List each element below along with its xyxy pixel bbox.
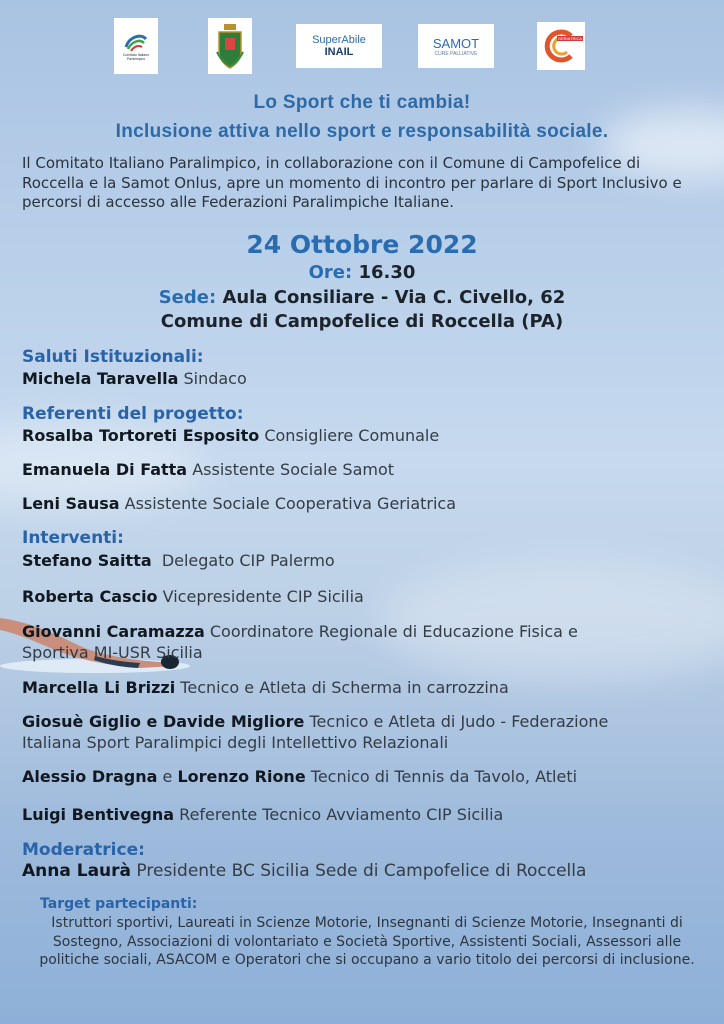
venue-label: Sede: bbox=[158, 287, 217, 308]
person-role: Coordinatore Regionale di Educazione Fisica e Sportiva MI-USR Sicilia bbox=[22, 622, 578, 662]
section-saluti: Saluti Istituzionali: bbox=[22, 347, 204, 367]
person-row bbox=[22, 459, 712, 480]
person-row bbox=[22, 586, 712, 607]
person-name: Roberta Cascio bbox=[22, 587, 158, 606]
person-row bbox=[22, 493, 712, 514]
person-name: Stefano Saitta bbox=[22, 551, 152, 570]
person-row bbox=[22, 621, 642, 663]
samot-text: SAMOT bbox=[432, 35, 480, 51]
superabile-inail-logo bbox=[296, 24, 382, 68]
person-role: Vicepresidente CIP Sicilia bbox=[157, 587, 364, 606]
person-name: Marcella Li Brizzi bbox=[22, 678, 176, 697]
person-name: Emanuela Di Fatta bbox=[22, 460, 188, 479]
person-role: Referente Tecnico Avviamento CIP Sicilia bbox=[174, 805, 504, 824]
section-interventi: Interventi: bbox=[22, 528, 124, 548]
inail-text: INAIL bbox=[324, 46, 354, 58]
person-role: Presidente BC Sicilia Sede di Campofelice di Roccella bbox=[131, 861, 587, 881]
event-venue bbox=[0, 287, 724, 308]
target-text: Istruttori sportivi, Laureati in Scienze Motorie, Insegnanti di Scienze Motorie, Insegnanti di Sostegno, Associazioni di volontariato e Società Sportive, Assistenti Sociali, Assessori alle politiche sociali, ASACOM e Operatori che si occupano a vario titolo dei percorsi di inclusione. bbox=[39, 915, 695, 968]
person-row bbox=[22, 766, 712, 787]
person-row bbox=[22, 677, 712, 698]
cip-logo-text: Comitato Italiano Paralimpico bbox=[122, 53, 150, 61]
geriatrica-text: GERIATRICA bbox=[557, 36, 582, 41]
person-name: Alessio Dragna bbox=[22, 767, 158, 786]
intro-paragraph: Il Comitato Italiano Paralimpico, in collaborazione con il Comune di Campofelice di Roccella e la Samot Onlus, apre un momento di incontro per parlare di Sport Inclusivo e percorsi di accesso alle Federazioni Paralimpiche Italiane. bbox=[22, 154, 682, 211]
person-role: Tecnico e Atleta di Scherma in carrozzina bbox=[175, 678, 509, 697]
person-role: Consigliere Comunale bbox=[259, 426, 440, 445]
person-role: Assistente Sociale Cooperativa Geriatrica bbox=[119, 494, 457, 513]
samot-subtext: CURE PALLIATIVE bbox=[434, 50, 478, 57]
title-line-2: Inclusione attiva nello sport e responsabilità sociale. bbox=[115, 121, 609, 142]
title-line-1: Lo Sport che ti cambia! bbox=[253, 92, 471, 113]
person-role: Sindaco bbox=[178, 369, 247, 388]
event-time bbox=[0, 262, 724, 283]
person-role: Tecnico e Atleta di Judo - Federazione Italiana Sport Paralimpici degli Intellettivo Relazionali bbox=[22, 712, 609, 752]
person-connector: e bbox=[157, 767, 178, 786]
time-value: 16.30 bbox=[358, 262, 416, 283]
person-role: Tecnico di Tennis da Tavolo, Atleti bbox=[305, 767, 578, 786]
samot-logo bbox=[418, 24, 494, 68]
venue-value: Aula Consiliare - Via C. Civello, 62 bbox=[222, 287, 566, 308]
geriatrica-c-icon bbox=[543, 28, 579, 64]
person-row bbox=[22, 711, 672, 753]
crest-icon bbox=[215, 22, 245, 70]
person-name: Giosuè Giglio e Davide Migliore bbox=[22, 712, 305, 731]
person-name: Leni Sausa bbox=[22, 494, 120, 513]
person-name: Giovanni Caramazza bbox=[22, 622, 205, 641]
person-row bbox=[22, 804, 712, 825]
person-row bbox=[22, 550, 712, 571]
section-referenti: Referenti del progetto: bbox=[22, 404, 244, 424]
person-name-2: Lorenzo Rione bbox=[177, 767, 306, 786]
person-row bbox=[22, 861, 712, 882]
time-label: Ore: bbox=[308, 262, 353, 283]
person-name: Michela Taravella bbox=[22, 369, 179, 388]
person-name: Luigi Bentivegna bbox=[22, 805, 175, 824]
event-city: Comune di Campofelice di Roccella (PA) bbox=[160, 311, 564, 332]
person-name: Anna Laurà bbox=[22, 861, 132, 881]
person-row bbox=[22, 425, 712, 446]
comune-crest-logo bbox=[208, 18, 252, 74]
section-moderatrice: Moderatrice: bbox=[22, 840, 145, 860]
person-name: Rosalba Tortoreti Esposito bbox=[22, 426, 260, 445]
target-title: Target partecipanti: bbox=[40, 896, 198, 912]
person-role: Delegato CIP Palermo bbox=[151, 551, 335, 570]
geriatrica-logo bbox=[537, 22, 585, 70]
event-date: 24 Ottobre 2022 bbox=[246, 230, 478, 259]
person-row bbox=[22, 368, 712, 389]
superabile-text: SuperAbile bbox=[312, 34, 366, 46]
cip-logo bbox=[114, 18, 158, 74]
cip-swoosh-icon bbox=[123, 31, 149, 53]
person-role: Assistente Sociale Samot bbox=[187, 460, 395, 479]
logo-bar bbox=[0, 18, 724, 78]
